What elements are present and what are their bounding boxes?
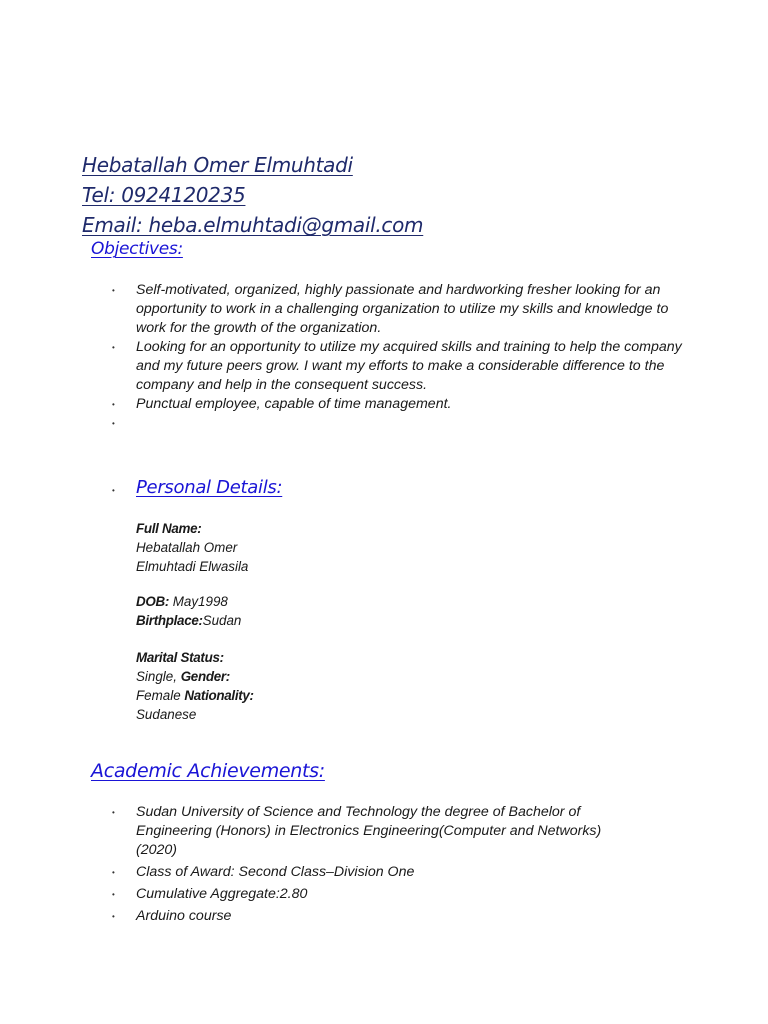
bullet-icon: • [112, 808, 115, 817]
objective-text: Looking for an opportunity to utilize my acquired skills and training to help the company and my future peers grow. I want my efforts to make a considerable difference to the company and help in the consequent success. [136, 339, 682, 393]
personal-details-heading: Personal Details: [136, 477, 283, 498]
bullet-icon: • [112, 890, 115, 899]
academic-list [112, 803, 632, 926]
list-item [112, 395, 682, 414]
objective-text: Self-motivated, organized, highly passionate and hardworking fresher looking for an opportunity to work in a challenging organization to utilize my skills and knowledge to work for the growth of the organization. [136, 282, 669, 336]
full-name-line-1: Hebatallah Omer [136, 540, 238, 555]
birthplace-value: Sudan [202, 613, 242, 628]
academic-text: Cumulative Aggregate:2.80 [136, 886, 308, 902]
bullet-icon: • [112, 868, 115, 877]
bullet-icon: • [112, 400, 115, 409]
list-item [112, 803, 632, 860]
resume-header [82, 150, 423, 240]
candidate-phone: Tel: 0924120235 [82, 183, 246, 207]
gender-label: Gender: [180, 669, 230, 684]
nationality-value: Sudanese [136, 707, 197, 722]
full-name-line-2: Elmuhtadi Elwasila [136, 559, 249, 574]
marital-status-label: Marital Status: [136, 650, 224, 665]
list-item [112, 338, 682, 395]
gender-value: Female [136, 688, 181, 703]
full-name-block [136, 519, 356, 576]
academic-text: Sudan University of Science and Technology the degree of Bachelor of Engineering (Honors) in Electronics Engineering(Computer and Networks) (2020) [136, 804, 602, 858]
gender-nationality-line [136, 686, 356, 705]
marital-gender-line [136, 667, 356, 686]
academic-achievements-heading: Academic Achievements: [91, 760, 325, 782]
list-item [112, 863, 632, 882]
bullet-icon: • [112, 343, 115, 352]
marital-status-value: Single, [136, 669, 177, 684]
bullet-icon: • [112, 912, 115, 921]
objective-text: Punctual employee, capable of time management. [136, 396, 452, 412]
academic-text: Class of Award: Second Class–Division One [136, 864, 415, 880]
bullet-icon: • [112, 286, 115, 295]
objective-text [136, 415, 140, 431]
list-item [112, 414, 682, 433]
dob-block [136, 592, 356, 630]
academic-text: Arduino course [136, 908, 232, 924]
marital-block [136, 648, 356, 724]
objectives-list [112, 281, 682, 433]
bullet-icon: • [112, 486, 115, 495]
list-item [112, 907, 632, 926]
birthplace-label: Birthplace: [136, 613, 203, 628]
list-item [112, 281, 682, 338]
full-name-label: Full Name: [136, 521, 202, 536]
dob-line [136, 592, 356, 611]
dob-label: DOB: [136, 594, 170, 609]
objectives-heading: Objectives: [91, 239, 183, 259]
candidate-email: Email: heba.elmuhtadi@gmail.com [82, 213, 424, 237]
nationality-label: Nationality: [184, 688, 254, 703]
list-item [112, 885, 632, 904]
bullet-icon: • [112, 419, 115, 428]
dob-value: May1998 [172, 594, 228, 609]
candidate-name: Hebatallah Omer Elmuhtadi [82, 153, 353, 177]
birthplace-line [136, 611, 356, 630]
